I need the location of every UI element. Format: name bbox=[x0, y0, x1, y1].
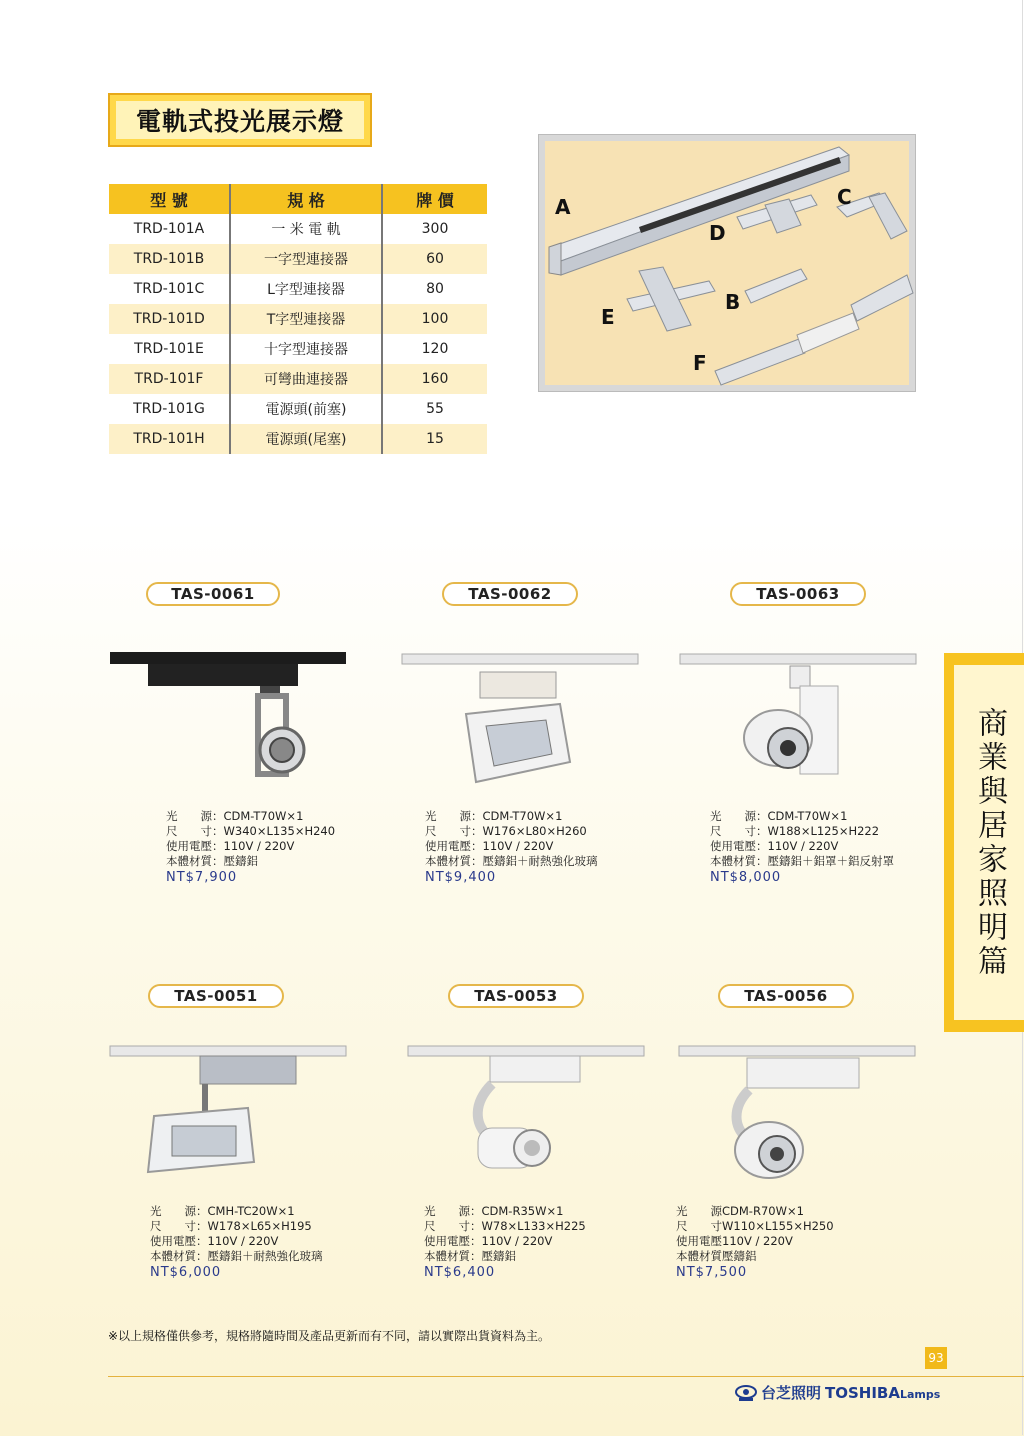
spec-dimensions: W78×L133×H225 bbox=[481, 1219, 586, 1233]
spec-key: 尺 寸： bbox=[710, 824, 768, 838]
track-parts-illustration bbox=[539, 135, 917, 393]
price-cell: 55 bbox=[426, 401, 444, 417]
spec-key: 尺 寸 bbox=[676, 1219, 722, 1233]
spec-cell: 一 米 電 軌 bbox=[230, 214, 382, 244]
specs-tas-0051 bbox=[150, 1204, 323, 1280]
page-title: 電軌式投光展示燈 bbox=[116, 101, 364, 139]
model-cell: TRD-101C bbox=[133, 281, 205, 297]
disclaimer-note: ※以上規格僅供參考，規格將隨時間及產品更新而有不同，請以實際出貨資料為主。 bbox=[108, 1329, 551, 1343]
lamp-image-tas-0063 bbox=[678, 652, 918, 787]
lamp-image-tas-0053 bbox=[406, 1044, 646, 1184]
header-price: 牌 價 bbox=[382, 184, 487, 214]
spec-key: 光 源： bbox=[150, 1204, 208, 1218]
spec-key: 尺 寸： bbox=[166, 824, 224, 838]
product-price: NT$7,500 bbox=[676, 1265, 748, 1280]
product-price: NT$6,400 bbox=[424, 1265, 496, 1280]
table-row bbox=[109, 424, 487, 454]
spec-key: 尺 寸： bbox=[150, 1219, 208, 1233]
spec-material: 壓鑄鋁 bbox=[481, 1249, 516, 1263]
spec-material: 壓鑄鋁 bbox=[722, 1249, 757, 1263]
label-e: E bbox=[601, 305, 615, 329]
model-cell: TRD-101D bbox=[109, 304, 230, 334]
price-table bbox=[109, 184, 487, 454]
spec-light-source: CDM-T70W×1 bbox=[767, 809, 848, 823]
spec-key: 本體材質： bbox=[166, 854, 224, 868]
product-price: NT$9,400 bbox=[425, 870, 497, 885]
label-d: D bbox=[709, 221, 726, 245]
table-header-row bbox=[109, 184, 487, 214]
spec-cell: 十字型連接器 bbox=[230, 334, 382, 364]
spec-cell: 電源頭(前塞) bbox=[230, 394, 382, 424]
spec-material: 壓鑄鋁＋耐熱強化玻璃 bbox=[207, 1249, 323, 1263]
spec-dimensions: W340×L135×H240 bbox=[223, 824, 336, 838]
table-row bbox=[109, 214, 487, 244]
product-code-tas-0061: TAS-0061 bbox=[146, 582, 280, 606]
lamp-image-tas-0062 bbox=[400, 652, 640, 787]
section-side-tab bbox=[944, 653, 1024, 1032]
product-code-tas-0053: TAS-0053 bbox=[448, 984, 584, 1008]
spec-key: 光 源： bbox=[424, 1204, 482, 1218]
model-cell: TRD-101G bbox=[133, 401, 205, 417]
spec-voltage: 110V / 220V bbox=[207, 1234, 279, 1248]
spec-dimensions: W176×L80×H260 bbox=[482, 824, 587, 838]
model-cell: TRD-101H bbox=[109, 424, 230, 454]
table-row bbox=[109, 394, 487, 424]
spec-key: 光 源： bbox=[166, 809, 224, 823]
spec-key: 使用電壓： bbox=[150, 1234, 208, 1248]
spec-voltage: 110V / 220V bbox=[482, 839, 554, 853]
spec-key: 本體材質： bbox=[425, 854, 483, 868]
brand-toshiba: TOSHIBA bbox=[825, 1383, 900, 1402]
header-spec: 規 格 bbox=[230, 184, 382, 214]
lamp-image-tas-0051 bbox=[108, 1044, 348, 1184]
table-row bbox=[109, 274, 487, 304]
spec-key: 使用電壓 bbox=[676, 1234, 722, 1248]
spec-voltage: 110V / 220V bbox=[481, 1234, 553, 1248]
lamp-image-tas-0056 bbox=[677, 1044, 917, 1184]
title-box bbox=[108, 93, 372, 147]
spec-dimensions: W178×L65×H195 bbox=[207, 1219, 312, 1233]
spec-cell: T字型連接器 bbox=[230, 304, 382, 334]
spec-cell: 電源頭(尾塞) bbox=[230, 424, 382, 454]
spec-material: 壓鑄鋁＋鋁罩＋鋁反射罩 bbox=[767, 854, 894, 868]
spec-key: 光 源： bbox=[425, 809, 483, 823]
product-price: NT$6,000 bbox=[150, 1265, 222, 1280]
brand-logo bbox=[735, 1382, 940, 1403]
spec-key: 本體材質： bbox=[710, 854, 768, 868]
lamp-image-tas-0061 bbox=[108, 650, 348, 785]
spec-cell: L字型連接器 bbox=[230, 274, 382, 304]
label-b: B bbox=[725, 290, 741, 314]
label-c: C bbox=[837, 185, 852, 209]
price-cell: 15 bbox=[382, 424, 487, 454]
spec-cell: 一字型連接器 bbox=[230, 244, 382, 274]
model-cell: TRD-101A bbox=[133, 221, 205, 237]
spec-key: 光 源 bbox=[676, 1204, 722, 1218]
brand-name-zh: 台芝照明 bbox=[761, 1384, 822, 1402]
spec-key: 本體材質： bbox=[150, 1249, 208, 1263]
spec-key: 尺 寸： bbox=[424, 1219, 482, 1233]
price-cell: 80 bbox=[426, 281, 444, 297]
side-tab-inner bbox=[954, 665, 1024, 1020]
product-price: NT$8,000 bbox=[710, 870, 782, 885]
page-number: 93 bbox=[925, 1347, 947, 1369]
spec-voltage: 110V / 220V bbox=[767, 839, 839, 853]
specs-tas-0053 bbox=[424, 1204, 586, 1280]
spec-light-source: CDM-R35W×1 bbox=[481, 1204, 564, 1218]
spec-light-source: CDM-T70W×1 bbox=[482, 809, 563, 823]
connector-straight-b bbox=[745, 269, 807, 303]
track-rail-a bbox=[549, 147, 849, 275]
model-cell: TRD-101E bbox=[134, 341, 204, 357]
price-cell: 120 bbox=[421, 341, 449, 357]
spec-voltage: 110V / 220V bbox=[722, 1234, 793, 1248]
spec-key: 本體材質： bbox=[424, 1249, 482, 1263]
brand-suffix: Lamps bbox=[899, 1387, 941, 1401]
spec-material: 壓鑄鋁＋耐熱強化玻璃 bbox=[482, 854, 598, 868]
footer-divider bbox=[108, 1376, 1024, 1377]
table-row bbox=[109, 334, 487, 364]
label-a: A bbox=[555, 195, 571, 219]
spec-key: 光 源： bbox=[710, 809, 768, 823]
spec-dimensions: W110×L155×H250 bbox=[722, 1219, 834, 1233]
table-row bbox=[109, 244, 487, 274]
section-title: 商業與居家照明篇 bbox=[972, 706, 1007, 979]
spec-material: 壓鑄鋁 bbox=[223, 854, 258, 868]
spec-key: 本體材質 bbox=[676, 1249, 722, 1263]
track-accessories-photo bbox=[538, 134, 916, 392]
model-cell: TRD-101B bbox=[109, 244, 230, 274]
price-cell: 160 bbox=[382, 364, 487, 394]
product-code-tas-0056: TAS-0056 bbox=[718, 984, 854, 1008]
brand-eye-icon bbox=[735, 1384, 757, 1402]
brand-name-en bbox=[825, 1384, 940, 1402]
table-row bbox=[109, 304, 487, 334]
price-cell: 60 bbox=[382, 244, 487, 274]
spec-key: 使用電壓： bbox=[166, 839, 224, 853]
spec-light-source: CDM-T70W×1 bbox=[223, 809, 304, 823]
product-code-tas-0062: TAS-0062 bbox=[442, 582, 578, 606]
spec-voltage: 110V / 220V bbox=[223, 839, 295, 853]
spec-cell: 可彎曲連接器 bbox=[230, 364, 382, 394]
spec-key: 使用電壓： bbox=[710, 839, 768, 853]
header-model: 型 號 bbox=[109, 184, 230, 214]
spec-light-source: CMH-TC20W×1 bbox=[207, 1204, 295, 1218]
model-cell: TRD-101F bbox=[109, 364, 230, 394]
spec-key: 尺 寸： bbox=[425, 824, 483, 838]
product-code-tas-0051: TAS-0051 bbox=[148, 984, 284, 1008]
specs-tas-0063 bbox=[710, 809, 894, 885]
specs-tas-0056 bbox=[676, 1204, 834, 1280]
specs-tas-0061 bbox=[166, 809, 335, 885]
table-row bbox=[109, 364, 487, 394]
label-f: F bbox=[693, 351, 707, 375]
product-code-tas-0063: TAS-0063 bbox=[730, 582, 866, 606]
price-cell: 100 bbox=[382, 304, 487, 334]
specs-tas-0062 bbox=[425, 809, 598, 885]
spec-key: 使用電壓： bbox=[425, 839, 483, 853]
spec-dimensions: W188×L125×H222 bbox=[767, 824, 880, 838]
product-price: NT$7,900 bbox=[166, 870, 238, 885]
price-cell: 300 bbox=[421, 221, 449, 237]
connector-x-e bbox=[627, 267, 715, 331]
spec-light-source: CDM-R70W×1 bbox=[722, 1204, 804, 1218]
spec-key: 使用電壓： bbox=[424, 1234, 482, 1248]
